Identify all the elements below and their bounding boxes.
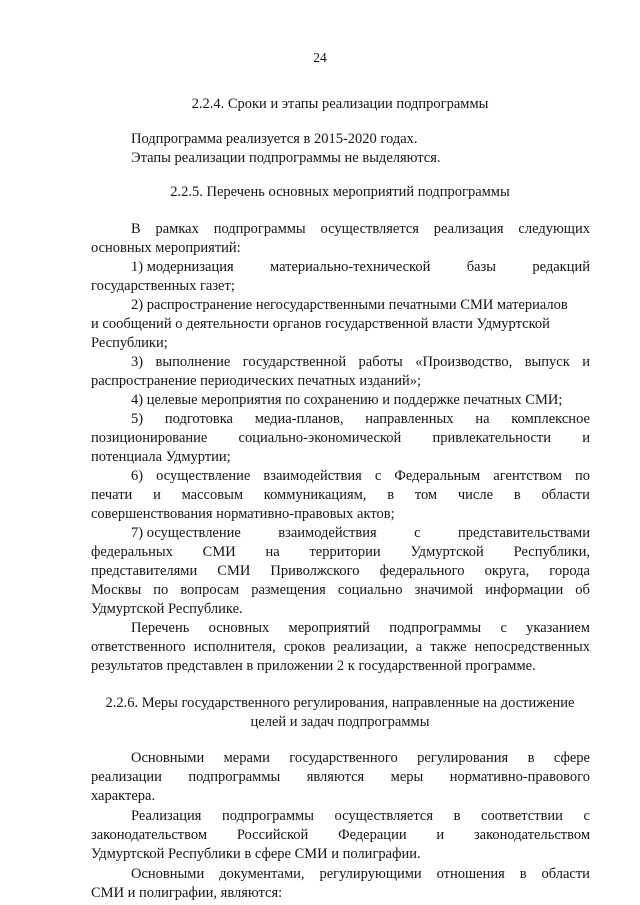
word: документами, [219,866,305,882]
word: коммуникациям, [263,487,367,503]
paragraph-line: Удмуртской Республики в сфере СМИ и полиграфии. [91,846,421,862]
word: исполнителя, [193,639,276,655]
paragraph-line: основных мероприятий: [91,240,241,256]
word: реализации [91,769,162,785]
word: Федерации [338,827,407,843]
word: непосредственных [474,639,590,655]
word: осуществление [156,468,251,484]
word: вопросам [180,582,240,598]
word: с [374,468,382,484]
word: Приволжского [270,563,360,579]
word: государственной [242,354,347,370]
word: округа, [484,563,530,579]
word: числе [457,487,494,503]
word: осуществляется [334,808,433,824]
word: представителями [91,563,198,579]
word: в [527,750,535,766]
word: работы [358,354,403,370]
word: направленных [365,411,454,427]
word: Реализация [131,808,202,824]
word: и [582,430,590,446]
word: сфере [553,750,590,766]
paragraph-line [91,767,590,787]
word: реализации, [333,639,408,655]
word: 7) осуществление [131,525,241,541]
word: материально-технической [270,259,431,275]
word: и [436,827,445,843]
word: взаимодействия [278,525,377,541]
word: СМИ [202,544,236,560]
list-item-6 [131,466,590,486]
word: мерами [223,750,270,766]
word: Удмуртской [410,544,484,560]
paragraph-line: характера. [91,788,156,804]
paragraph-line [131,618,590,638]
word: по [574,468,590,484]
word: «Производство, [415,354,513,370]
word: Перечень [131,620,190,636]
word: социально [337,582,403,598]
word: федеральных [91,544,173,560]
list-item-5 [131,409,590,429]
word: в [453,808,461,824]
word: на [265,544,280,560]
word: 5) [131,411,144,427]
word: Основными [131,750,205,766]
word: подпрограммы [389,620,482,636]
word: и [153,487,161,503]
word: представительствами [457,525,590,541]
word: Федеральным [394,468,481,484]
word: являются [306,769,365,785]
word: по [153,582,169,598]
word: с [500,620,507,636]
word: привлекательности [432,430,552,446]
word: регулирующими [319,866,422,882]
paragraph-line: Подпрограмма реализуется в 2015-2020 годах. [131,131,418,147]
word: меры [390,769,424,785]
word: с [583,808,590,824]
word: а [415,639,423,655]
word: территории [309,544,381,560]
word: указанием [526,620,590,636]
word: нормативно-правового [449,769,590,785]
word: области [541,487,590,503]
word: города [549,563,590,579]
word: печати [91,487,133,503]
word: комплексное [511,411,590,427]
word: базы [466,259,497,275]
word: и [582,354,590,370]
word: выполнение [155,354,231,370]
word: Москвы [91,582,142,598]
word: на [475,411,490,427]
word: законодательством [473,827,590,843]
paragraph-line [91,580,590,600]
section-heading-2-2-6: 2.2.6. Меры государственного регулирования, направленные на достижение [105,695,575,711]
word: реализация [433,221,504,237]
paragraph-line [131,864,590,884]
word: Основными [131,866,205,882]
word: Республики, [513,544,590,560]
list-item-7 [131,523,590,543]
word: Российской [236,827,309,843]
word: области [541,866,590,882]
word: об [575,582,590,598]
paragraph-line [91,561,590,581]
word: подпрограммы [188,769,281,785]
word: отношения [436,866,505,882]
word: подготовка [164,411,233,427]
word: в [387,487,395,503]
word: сроков [283,639,326,655]
word: редакций [532,259,590,275]
paragraph-line: Этапы реализации подпрограммы не выделяются. [131,150,441,166]
word: соответствии [481,808,563,824]
paragraph-line: потенциала Удмуртии; [91,449,231,465]
list-item-1 [131,257,590,277]
word: законодательством [91,827,208,843]
word: с [414,525,421,541]
word: подпрограммы [221,808,314,824]
word: в [513,487,521,503]
paragraph-line: распространение периодических печатных изданий»; [91,373,422,389]
paragraph-line: и сообщений о деятельности органов государственной власти Удмуртской [91,316,550,332]
word: взаимодействия [263,468,362,484]
word: регулирования [417,750,509,766]
paragraph-line [91,485,590,505]
section-heading-2-2-5: 2.2.5. Перечень основных мероприятий подпрограммы [170,184,510,200]
word: ответственного [91,639,186,655]
word: в [519,866,527,882]
word: В [131,221,141,237]
section-heading-2-2-6-cont: целей и задач подпрограммы [250,714,430,730]
word: медиа-планов, [254,411,344,427]
word: размещения [251,582,326,598]
paragraph-line: Удмуртской Республике. [91,601,243,617]
paragraph-line [131,748,590,768]
section-heading-2-2-4: 2.2.4. Сроки и этапы реализации подпрограммы [191,96,489,112]
list-item-4: 4) целевые мероприятия по сохранению и поддержке печатных СМИ; [131,392,563,408]
word: федерального [379,563,465,579]
word: 1) модернизация [131,259,234,275]
paragraph-line [91,542,590,562]
word: рамках [155,221,199,237]
word: позиционирование [91,430,208,446]
paragraph-line [91,825,590,845]
paragraph-line [131,219,590,239]
list-item-2: 2) распространение негосударственными печатными СМИ материалов [131,297,568,313]
paragraph-line: СМИ и полиграфии, являются: [91,885,283,901]
list-item-3 [131,352,590,372]
paragraph-line [91,637,590,657]
word: агентством [493,468,562,484]
word: осуществляется [320,221,419,237]
word: массовым [181,487,243,503]
word: информации [485,582,564,598]
word: подпрограммы [213,221,306,237]
paragraph-line: государственных газет; [91,278,235,294]
word: социально-экономической [238,430,402,446]
page-number: 24 [313,50,327,65]
word: том [414,487,438,503]
paragraph-line [91,428,590,448]
paragraph-line: результатов представлен в приложении 2 к государственной программе. [91,658,536,674]
word: 3) [131,354,144,370]
word: также [430,639,467,655]
word: значимой [414,582,474,598]
paragraph-line: Республики; [91,335,168,351]
word: следующих [518,221,590,237]
word: выпуск [524,354,570,370]
word: СМИ [217,563,251,579]
word: основных [208,620,270,636]
word: государственного [289,750,398,766]
word: мероприятий [288,620,370,636]
word: 6) [131,468,144,484]
paragraph-line: совершенствования нормативно-правовых актов; [91,506,395,522]
paragraph-line [131,806,590,826]
